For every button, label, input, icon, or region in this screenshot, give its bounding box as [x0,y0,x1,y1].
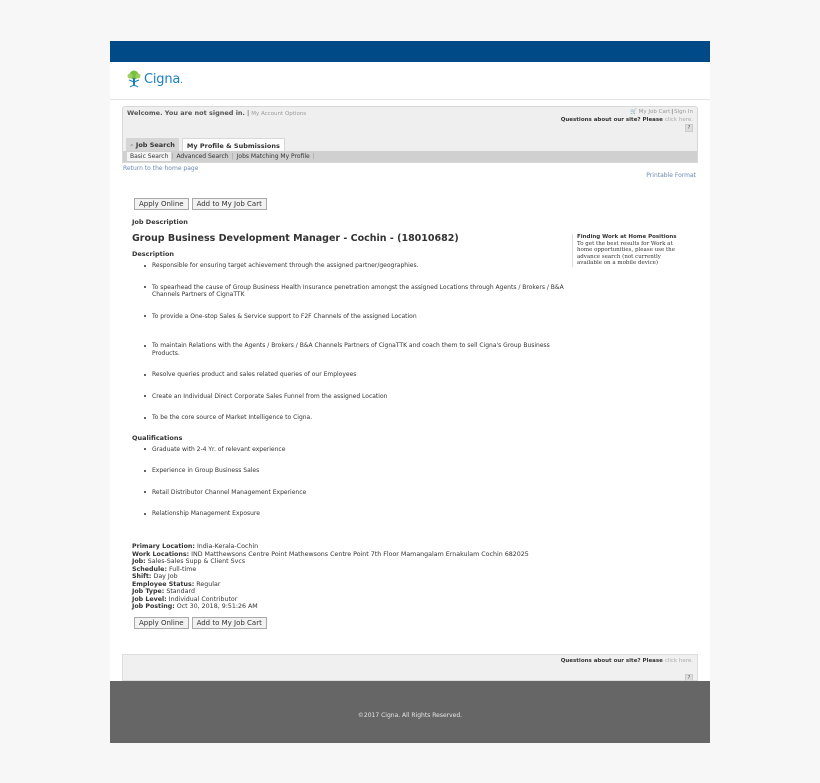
questions-text: Questions about our site? Please click here. [560,658,693,664]
sign-in-link[interactable]: Sign In [674,109,693,115]
detail-shift: Shift: Day Job [132,573,178,580]
divider: | [231,153,234,160]
divider: | [171,153,174,160]
list-item: To provide a One-stop Sales & Service support to F2F Channels of the assigned Location [148,313,572,321]
welcome-text: Welcome. You are not signed in. [127,109,246,117]
detail-schedule: Schedule: Full-time [132,565,197,573]
detail-job-level: Job Level: Individual Contributor [132,595,238,603]
description-heading: Description [132,250,175,258]
divider: | [312,153,315,160]
top-bar [110,41,710,62]
list-item: To be the core source of Market Intelligence to Cigna. [148,414,572,422]
list-item: To spearhead the cause of Group Business Health Insurance penetration amongst the assigned Locations through Agents / Brokers / B&A Channels Partners of CignaTTK [148,284,572,299]
add-to-cart-button[interactable]: Add to My Job Cart [192,198,267,210]
detail-work-locations: Work Locations: IND Matthewsons Centre Point Mathewsons Centre Point 7th Floor Mamangalam Ernakulam Cochin 682025 [132,550,529,558]
search-icon: ⌕ [130,141,134,149]
footer-questions-box [122,654,698,681]
description-list [148,262,572,422]
help-button[interactable]: ? [685,124,693,132]
footer-questions [561,658,693,683]
tab-job-search[interactable]: ⌕ Job Search [126,138,179,151]
tab-my-profile[interactable]: My Profile & Submissions [182,138,285,151]
tree-icon [126,70,142,88]
apply-online-button[interactable]: Apply Online [134,198,189,210]
detail-primary-location: Primary Location: India-Kerala-Cochin [132,543,259,550]
my-job-cart-link[interactable]: My Job Cart [638,109,671,115]
qualifications-heading: Qualifications [132,433,183,442]
copyright-footer [110,681,710,743]
detail-job: Job: Sales-Sales Supp & Client Svcs [132,558,246,565]
help-button[interactable]: ? [685,674,693,682]
list-item: Relationship Management Exposure [148,510,572,518]
top-action-buttons [134,198,267,210]
bottom-action-buttons [134,617,267,629]
detail-job-posting: Job Posting: Oct 30, 2018, 9:51:26 AM [132,603,258,610]
logo-row [110,62,710,100]
job-main [132,218,572,518]
main-tabs [126,138,285,151]
header-right-links: 🛒 My Job Cart|Sign In Questions about our site? Please click here. ? [560,109,693,131]
list-item: Create an Individual Direct Corporate Sales Funnel from the assigned Location [148,393,572,401]
sidebar-text: To get the best results for Work at home opportunities, please use the advance search (not currently available on a mobile device) [577,240,675,266]
work-at-home-sidebar [572,234,682,267]
sub-navigation [123,151,697,162]
printable-format-link[interactable]: Printable Format [646,172,696,179]
questions-text: Questions about our site? Please click here. [560,117,693,123]
apply-online-button[interactable]: Apply Online [134,617,189,629]
list-item: Graduate with 2-4 Yr. of relevant experience [148,446,572,454]
subnav-advanced-search[interactable]: Advanced Search [176,153,229,160]
list-item: Experience in Group Business Sales [148,467,572,475]
account-options-link[interactable]: My Account Options [251,111,307,117]
detail-employee-status: Employee Status: Regular [132,580,221,588]
job-title: Group Business Development Manager - Cochin - (18010682) [132,233,459,244]
page [110,41,710,743]
return-home-link[interactable]: Return to the home page [123,165,199,172]
cigna-logo[interactable] [126,70,183,88]
add-to-cart-button[interactable]: Add to My Job Cart [192,617,267,629]
sidebar-title: Finding Work at Home Positions [577,234,677,240]
subnav-jobs-matching[interactable]: Jobs Matching My Profile [236,153,310,160]
cart-icon: 🛒 [630,109,637,115]
header-box [122,106,698,163]
list-item: Retail Distributor Channel Management Experience [148,489,572,497]
list-item: Responsible for ensuring target achievement through the assigned partner/geographies. [148,262,572,270]
copyright-text: ©2017 Cigna. All Rights Reserved. [357,712,463,719]
brand-name: Cigna. [144,71,183,87]
list-item: Resolve queries product and sales related queries of our Employees [148,371,572,379]
detail-job-type: Job Type: Standard [132,588,195,595]
qualifications-list [148,446,572,518]
list-item: To maintain Relations with the Agents / Brokers / B&A Channels Partners of CignaTTK and coach them to sell Cigna's Group Business Products. [148,342,572,357]
job-description-heading: Job Description [132,218,188,226]
job-details [132,543,529,611]
subnav-basic-search[interactable]: Basic Search [127,152,171,161]
click-here-link[interactable]: click here. [664,117,693,123]
click-here-link[interactable]: click here. [664,658,693,664]
welcome-area: Welcome. You are not signed in. | My Account Options [127,109,307,117]
